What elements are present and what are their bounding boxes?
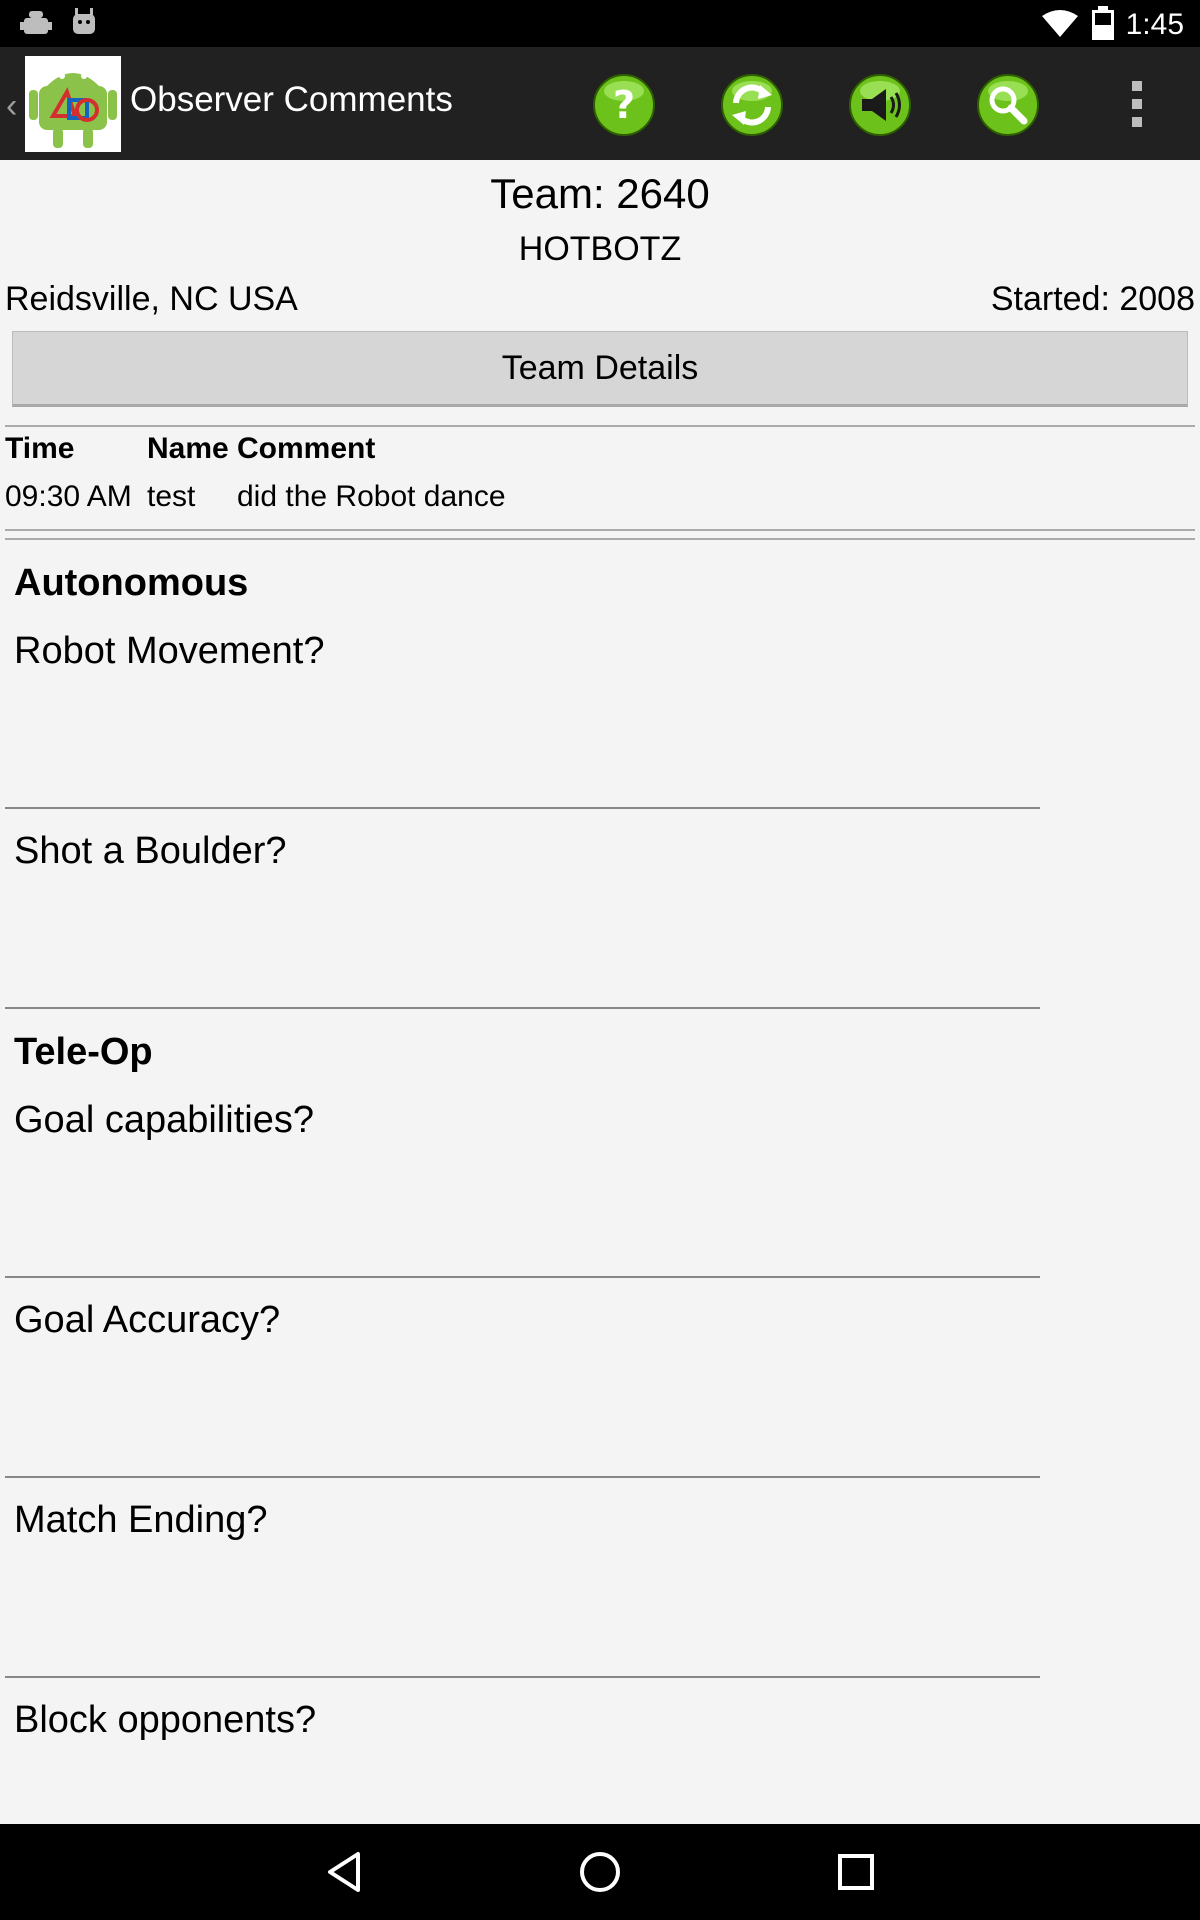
app-logo[interactable] — [25, 56, 121, 152]
page-title: Observer Comments — [130, 80, 453, 119]
android-robot-icon — [70, 8, 98, 38]
home-icon[interactable] — [576, 1848, 624, 1896]
refresh-icon[interactable] — [720, 73, 784, 137]
divider — [5, 425, 1195, 427]
search-icon[interactable] — [976, 73, 1040, 137]
section-title-tele-op: Tele-Op — [14, 1031, 153, 1073]
divider — [5, 1676, 1040, 1678]
comments-header-comment: Comment — [237, 432, 376, 465]
wifi-icon — [1042, 10, 1078, 38]
recents-icon[interactable] — [832, 1848, 880, 1896]
divider — [5, 1476, 1040, 1478]
divider — [5, 1007, 1040, 1009]
question-title: Goal capabilities? — [14, 1099, 314, 1141]
divider — [5, 807, 1040, 809]
comment-name: test — [147, 480, 196, 513]
back-icon[interactable] — [322, 1848, 370, 1896]
divider — [5, 538, 1195, 540]
status-bar — [0, 0, 1200, 47]
question-title: Block opponents? — [14, 1699, 317, 1741]
clock: 1:45 — [1125, 8, 1184, 41]
question-title: Match Ending? — [14, 1499, 268, 1541]
up-chevron-icon[interactable]: ‹ — [6, 87, 18, 125]
section-title-autonomous: Autonomous — [14, 562, 249, 604]
action-bar — [0, 47, 1200, 160]
question-title: Goal Accuracy? — [14, 1299, 281, 1341]
megaphone-icon[interactable] — [848, 73, 912, 137]
help-icon[interactable] — [592, 73, 656, 137]
comments-header-time: Time — [5, 432, 75, 465]
team-details-button[interactable]: Team Details — [12, 331, 1188, 407]
comment-text: did the Robot dance — [237, 480, 506, 513]
divider — [5, 1276, 1040, 1278]
divider — [5, 529, 1195, 531]
team-started: Started: 2008 — [990, 280, 1195, 318]
content-scroll[interactable] — [0, 160, 1200, 1824]
question-title: Robot Movement? — [14, 630, 325, 672]
team-location: Reidsville, NC USA — [5, 280, 298, 318]
navigation-bar — [0, 1824, 1200, 1920]
android-debug-icon — [20, 8, 52, 38]
overflow-menu-icon[interactable] — [1120, 77, 1154, 133]
team-name: HOTBOTZ — [518, 230, 682, 268]
question-title: Shot a Boulder? — [14, 830, 287, 872]
comments-header-name: Name — [147, 432, 229, 465]
svg-text:?: ? — [612, 83, 636, 127]
comment-time: 09:30 AM — [5, 480, 132, 513]
team-number: Team: 2640 — [490, 170, 710, 217]
battery-icon — [1092, 6, 1114, 40]
